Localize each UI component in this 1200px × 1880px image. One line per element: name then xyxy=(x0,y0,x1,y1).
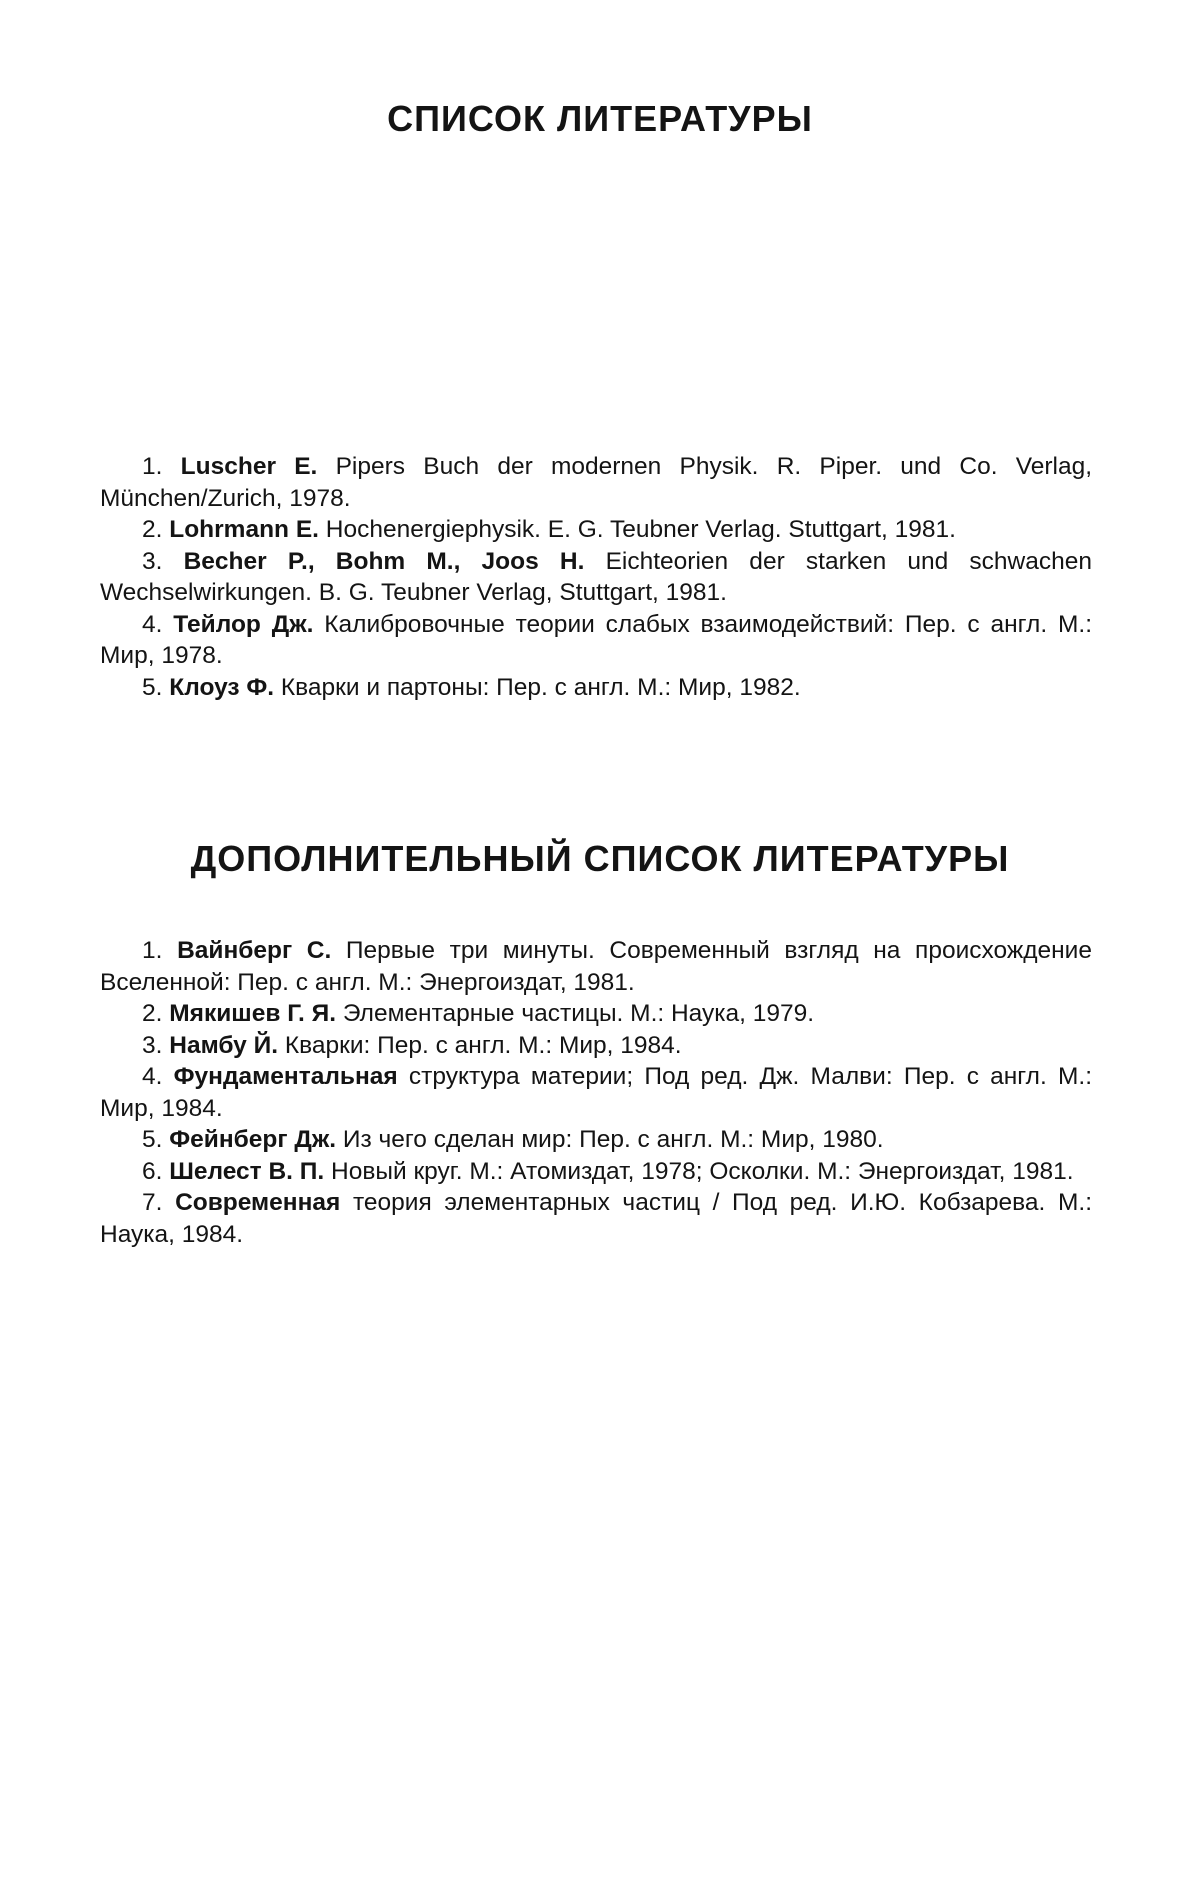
reference-author: Lohrmann E. xyxy=(169,516,319,543)
reference-text: теория элементарных частиц / Под ред. И.Ю. Кобзарева. М.: Наука, 1984. xyxy=(100,1189,1092,1248)
reference-item xyxy=(100,609,1092,672)
reference-author: Тейлор Дж. xyxy=(173,611,313,638)
reference-author: Фундаментальная xyxy=(174,1063,398,1090)
reference-number: 4. xyxy=(142,1063,162,1090)
reference-number: 1. xyxy=(142,453,162,480)
reference-author: Фейнберг Дж. xyxy=(169,1126,336,1153)
reference-item xyxy=(100,672,1092,704)
reference-number: 5. xyxy=(142,1126,162,1153)
reference-number: 1. xyxy=(142,937,162,964)
reference-author: Вайнберг С. xyxy=(177,937,331,964)
reference-number: 3. xyxy=(142,1032,162,1059)
bibliography-title: СПИСОК ЛИТЕРАТУРЫ xyxy=(0,98,1200,140)
reference-author: Современная xyxy=(175,1189,340,1216)
reference-author: Becher P., Bohm M., Joos H. xyxy=(184,548,585,575)
bibliography-list xyxy=(100,451,1092,703)
reference-text: Первые три минуты. Современный взгляд на происхождение Вселенной: Пер. с англ. М.: Энергоиздат, 1981. xyxy=(100,937,1092,996)
reference-author: Мякишев Г. Я. xyxy=(169,1000,336,1027)
reference-number: 7. xyxy=(142,1189,162,1216)
reference-number: 4. xyxy=(142,611,162,638)
reference-text: Hochenergiephysik. E. G. Teubner Verlag. Stuttgart, 1981. xyxy=(326,516,956,543)
reference-text: Калибровочные теории слабых взаимодействий: Пер. с англ. М.: Мир, 1978. xyxy=(100,611,1092,670)
reference-text: Кварки: Пер. с англ. М.: Мир, 1984. xyxy=(285,1032,682,1059)
reference-item xyxy=(100,514,1092,546)
reference-text: Из чего сделан мир: Пер. с англ. М.: Мир, 1980. xyxy=(343,1126,884,1153)
reference-item xyxy=(100,1124,1092,1156)
reference-item xyxy=(100,1030,1092,1062)
reference-item xyxy=(100,451,1092,514)
reference-text: Pipers Buch der modernen Physik. R. Piper. und Co. Verlag, München/Zurich, 1978. xyxy=(100,453,1092,512)
reference-text: Новый круг. М.: Атомиздат, 1978; Осколки. М.: Энергоиздат, 1981. xyxy=(331,1158,1074,1185)
reference-text: Eichteorien der starken und schwachen Wechselwirkungen. B. G. Teubner Verlag, Stuttgart, 1981. xyxy=(100,548,1092,607)
reference-item xyxy=(100,1187,1092,1250)
reference-number: 3. xyxy=(142,548,162,575)
reference-number: 6. xyxy=(142,1158,162,1185)
reference-author: Шелест В. П. xyxy=(169,1158,324,1185)
page xyxy=(0,0,1200,1880)
reference-item xyxy=(100,1061,1092,1124)
reference-item xyxy=(100,998,1092,1030)
additional-bibliography-list xyxy=(100,935,1092,1250)
reference-item xyxy=(100,546,1092,609)
reference-item xyxy=(100,1156,1092,1188)
reference-text: структура материи; Под ред. Дж. Малви: Пер. с англ. М.: Мир, 1984. xyxy=(100,1063,1092,1122)
reference-item xyxy=(100,935,1092,998)
reference-number: 2. xyxy=(142,516,162,543)
reference-number: 2. xyxy=(142,1000,162,1027)
reference-author: Клоуз Ф. xyxy=(169,674,274,701)
additional-bibliography-title: ДОПОЛНИТЕЛЬНЫЙ СПИСОК ЛИТЕРАТУРЫ xyxy=(0,838,1200,880)
reference-author: Luscher E. xyxy=(181,453,318,480)
reference-text: Элементарные частицы. М.: Наука, 1979. xyxy=(343,1000,814,1027)
reference-number: 5. xyxy=(142,674,162,701)
reference-text: Кварки и партоны: Пер. с англ. М.: Мир, 1982. xyxy=(281,674,801,701)
reference-author: Намбу Й. xyxy=(169,1032,278,1059)
